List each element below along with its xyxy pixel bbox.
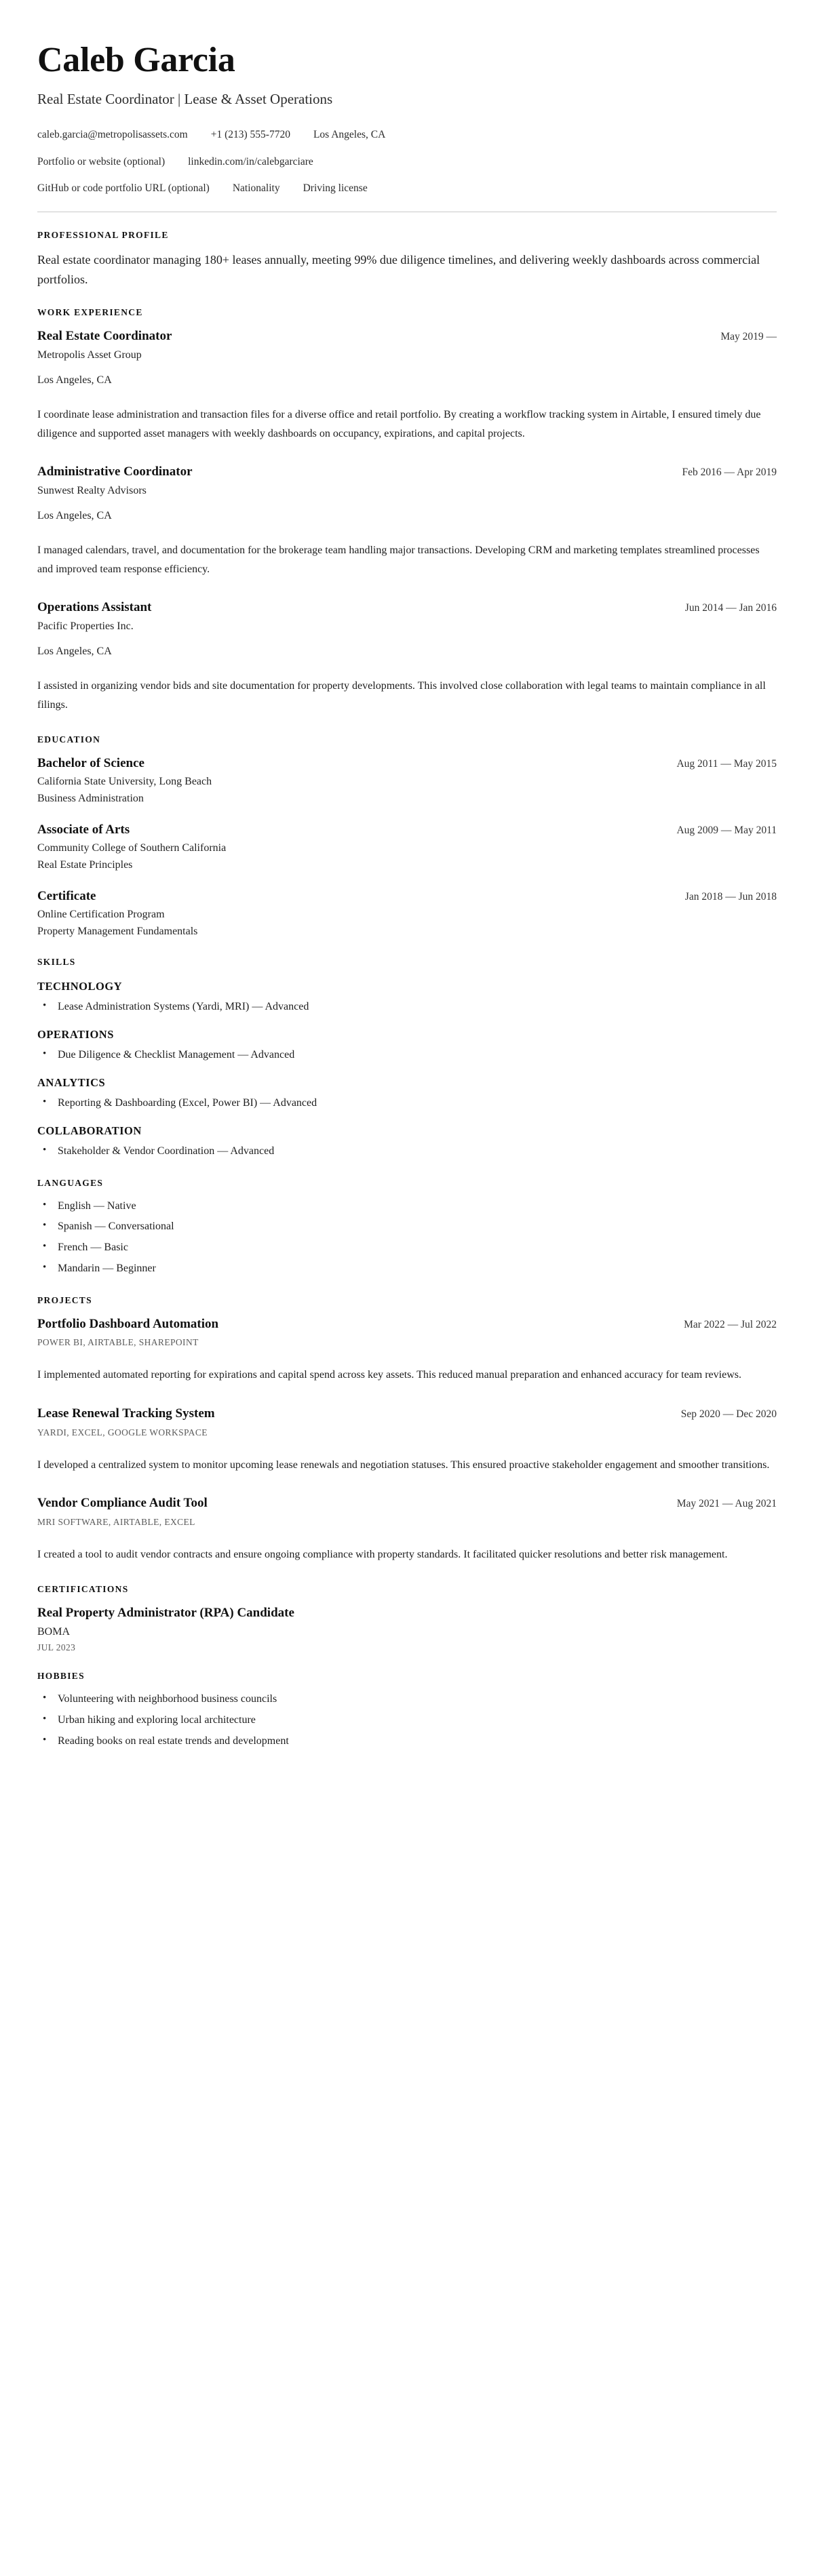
job-title: Real Estate Coordinator	[37, 329, 172, 344]
skill-group-heading: TECHNOLOGY	[37, 980, 123, 993]
degree-name: Certificate	[37, 889, 96, 904]
work-entry-header	[37, 328, 777, 345]
skill-item: • Lease Administration Systems (Yardi, MRI) — Advanced	[37, 999, 777, 1016]
skill-item-list	[37, 999, 777, 1016]
field-of-study: Real Estate Principles	[37, 859, 133, 871]
section-skills	[37, 957, 777, 1160]
contact-item: caleb.garcia@metropolisassets.com	[37, 129, 188, 141]
hobby-list	[37, 1691, 777, 1749]
certification-entry-header	[37, 1604, 777, 1622]
skill-group	[37, 980, 777, 1016]
education-entry	[37, 755, 777, 806]
contact-row	[37, 127, 777, 142]
project-tech-stack: MRI SOFTWARE, AIRTABLE, EXCEL	[37, 1516, 195, 1527]
work-entry	[37, 599, 777, 714]
language-list	[37, 1198, 777, 1277]
education-date-range: Jan 2018 — Jun 2018	[684, 891, 777, 903]
work-entry	[37, 463, 777, 578]
job-description: I assisted in organizing vendor bids and site documentation for property developments. This involved close collaboration with legal teams to maintain compliance in all filings.	[37, 680, 766, 711]
project-entry-header	[37, 1315, 777, 1333]
certification-issuer: BOMA	[37, 1625, 71, 1638]
skill-group-list	[37, 980, 777, 1160]
project-entry	[37, 1494, 777, 1564]
project-entry-header	[37, 1405, 777, 1423]
section-heading-profile: PROFESSIONAL PROFILE	[37, 229, 169, 240]
job-title: Operations Assistant	[37, 600, 152, 615]
contact-item: Driving license	[303, 182, 368, 195]
skill-group	[37, 1076, 777, 1112]
contact-row	[37, 155, 777, 170]
project-entry	[37, 1315, 777, 1385]
section-heading-certifications: CERTIFICATIONS	[37, 1584, 129, 1595]
education-entry-header	[37, 755, 777, 772]
education-entry-header	[37, 821, 777, 839]
skill-item: • Stakeholder & Vendor Coordination — Advanced	[37, 1143, 777, 1160]
project-entry	[37, 1405, 777, 1474]
job-description: I managed calendars, travel, and documentation for the brokerage team handling major transactions. Developing CRM and marketing templates streamlined processes and improved team response efficiency.	[37, 544, 760, 575]
language-item: • English — Native	[37, 1198, 777, 1215]
section-heading-hobbies: HOBBIES	[37, 1671, 85, 1682]
job-location: Los Angeles, CA	[37, 646, 112, 658]
section-heading-languages: LANGUAGES	[37, 1177, 104, 1188]
company-name: Pacific Properties Inc.	[37, 620, 134, 632]
skill-group-heading: COLLABORATION	[37, 1124, 142, 1137]
education-entry	[37, 821, 777, 873]
skill-item-list	[37, 1047, 777, 1064]
project-name: Vendor Compliance Audit Tool	[37, 1496, 208, 1511]
degree-name: Bachelor of Science	[37, 756, 144, 771]
contact-info-block	[37, 127, 777, 196]
skill-item-list	[37, 1143, 777, 1160]
candidate-name: Caleb Garcia	[37, 41, 235, 79]
contact-row	[37, 181, 777, 196]
hobby-item: • Urban hiking and exploring local architecture	[37, 1712, 777, 1729]
education-date-range: Aug 2011 — May 2015	[676, 758, 777, 770]
skill-group	[37, 1028, 777, 1064]
contact-item: Nationality	[232, 182, 280, 195]
certification-name: Real Property Administrator (RPA) Candidate	[37, 1606, 294, 1621]
section-work-experience	[37, 307, 777, 714]
certification-entry-list	[37, 1604, 777, 1653]
job-date-range: Feb 2016 — Apr 2019	[682, 467, 777, 479]
work-entry-list	[37, 328, 777, 714]
project-entry-list	[37, 1315, 777, 1564]
education-entry-header	[37, 888, 777, 905]
work-entry-header	[37, 463, 777, 481]
language-item: • Mandarin — Beginner	[37, 1261, 777, 1277]
project-description: I created a tool to audit vendor contracts and ensure ongoing compliance with property standards. It facilitated quicker resolutions and better risk management.	[37, 1548, 728, 1560]
candidate-headline: Real Estate Coordinator | Lease & Asset Operations	[37, 91, 333, 108]
project-date-range: Sep 2020 — Dec 2020	[680, 1408, 777, 1420]
section-heading-projects: PROJECTS	[37, 1294, 92, 1305]
contact-item: linkedin.com/in/calebgarciare	[188, 155, 313, 167]
skill-item: • Reporting & Dashboarding (Excel, Power BI) — Advanced	[37, 1095, 777, 1112]
school-name: Community College of Southern California	[37, 842, 227, 854]
education-date-range: Aug 2009 — May 2011	[676, 825, 777, 837]
company-name: Sunwest Realty Advisors	[37, 484, 147, 496]
project-tech-stack: YARDI, EXCEL, GOOGLE WORKSPACE	[37, 1427, 208, 1438]
degree-name: Associate of Arts	[37, 823, 130, 837]
project-date-range: Mar 2022 — Jul 2022	[684, 1318, 777, 1330]
certification-date: JUL 2023	[37, 1642, 76, 1653]
job-date-range: Jun 2014 — Jan 2016	[684, 602, 777, 614]
job-description: I coordinate lease administration and transaction files for a diverse office and retail portfolio. By creating a workflow tracking system in Airtable, I ensured timely due diligence and supported asset managers with weekly dashboards on occupancy, expirations, and capital projects.	[37, 409, 761, 439]
field-of-study: Business Administration	[37, 793, 144, 805]
skill-item: • Due Diligence & Checklist Management — Advanced	[37, 1047, 777, 1064]
work-entry	[37, 328, 777, 443]
field-of-study: Property Management Fundamentals	[37, 926, 198, 938]
section-heading-skills: SKILLS	[37, 957, 76, 968]
education-entry	[37, 888, 777, 939]
skill-group-heading: OPERATIONS	[37, 1028, 114, 1042]
resume-header	[37, 41, 777, 197]
section-languages	[37, 1178, 777, 1277]
contact-item: Los Angeles, CA	[313, 129, 386, 141]
hobby-item: • Reading books on real estate trends and development	[37, 1733, 777, 1750]
section-projects	[37, 1295, 777, 1564]
job-title: Administrative Coordinator	[37, 464, 193, 479]
job-location: Los Angeles, CA	[37, 510, 112, 522]
skill-group	[37, 1124, 777, 1160]
education-entry-list	[37, 755, 777, 939]
job-location: Los Angeles, CA	[37, 374, 112, 387]
section-heading-education: EDUCATION	[37, 734, 101, 745]
hobby-item: • Volunteering with neighborhood business councils	[37, 1691, 777, 1708]
contact-item: +1 (213) 555-7720	[210, 129, 290, 141]
contact-item: GitHub or code portfolio URL (optional)	[37, 182, 210, 195]
certification-entry	[37, 1604, 777, 1653]
company-name: Metropolis Asset Group	[37, 349, 142, 361]
section-heading-work: WORK EXPERIENCE	[37, 307, 143, 318]
project-description: I implemented automated reporting for expirations and capital spend across key assets. This reduced manual preparation and enhanced accuracy for team reviews.	[37, 1369, 741, 1381]
section-education	[37, 734, 777, 939]
school-name: Online Certification Program	[37, 909, 165, 921]
project-entry-header	[37, 1494, 777, 1512]
work-entry-header	[37, 599, 777, 616]
project-name: Lease Renewal Tracking System	[37, 1406, 215, 1421]
profile-summary-text: Real estate coordinator managing 180+ leases annually, meeting 99% due diligence timelines, and delivering weekly dashboards across commercial portfolios.	[37, 252, 760, 287]
project-description: I developed a centralized system to monitor upcoming lease renewals and negotiation statuses. This ensured proactive stakeholder engagement and smoother transitions.	[37, 1459, 770, 1471]
skill-item-list	[37, 1095, 777, 1112]
section-professional-profile	[37, 230, 777, 290]
job-date-range: May 2019 —	[720, 331, 777, 343]
project-date-range: May 2021 — Aug 2021	[676, 1498, 777, 1510]
section-certifications	[37, 1584, 777, 1653]
project-name: Portfolio Dashboard Automation	[37, 1316, 219, 1331]
section-hobbies	[37, 1671, 777, 1749]
language-item: • French — Basic	[37, 1240, 777, 1256]
school-name: California State University, Long Beach	[37, 775, 212, 787]
project-tech-stack: POWER BI, AIRTABLE, SHAREPOINT	[37, 1337, 199, 1348]
language-item: • Spanish — Conversational	[37, 1218, 777, 1235]
contact-item: Portfolio or website (optional)	[37, 155, 166, 167]
skill-group-heading: ANALYTICS	[37, 1075, 106, 1089]
